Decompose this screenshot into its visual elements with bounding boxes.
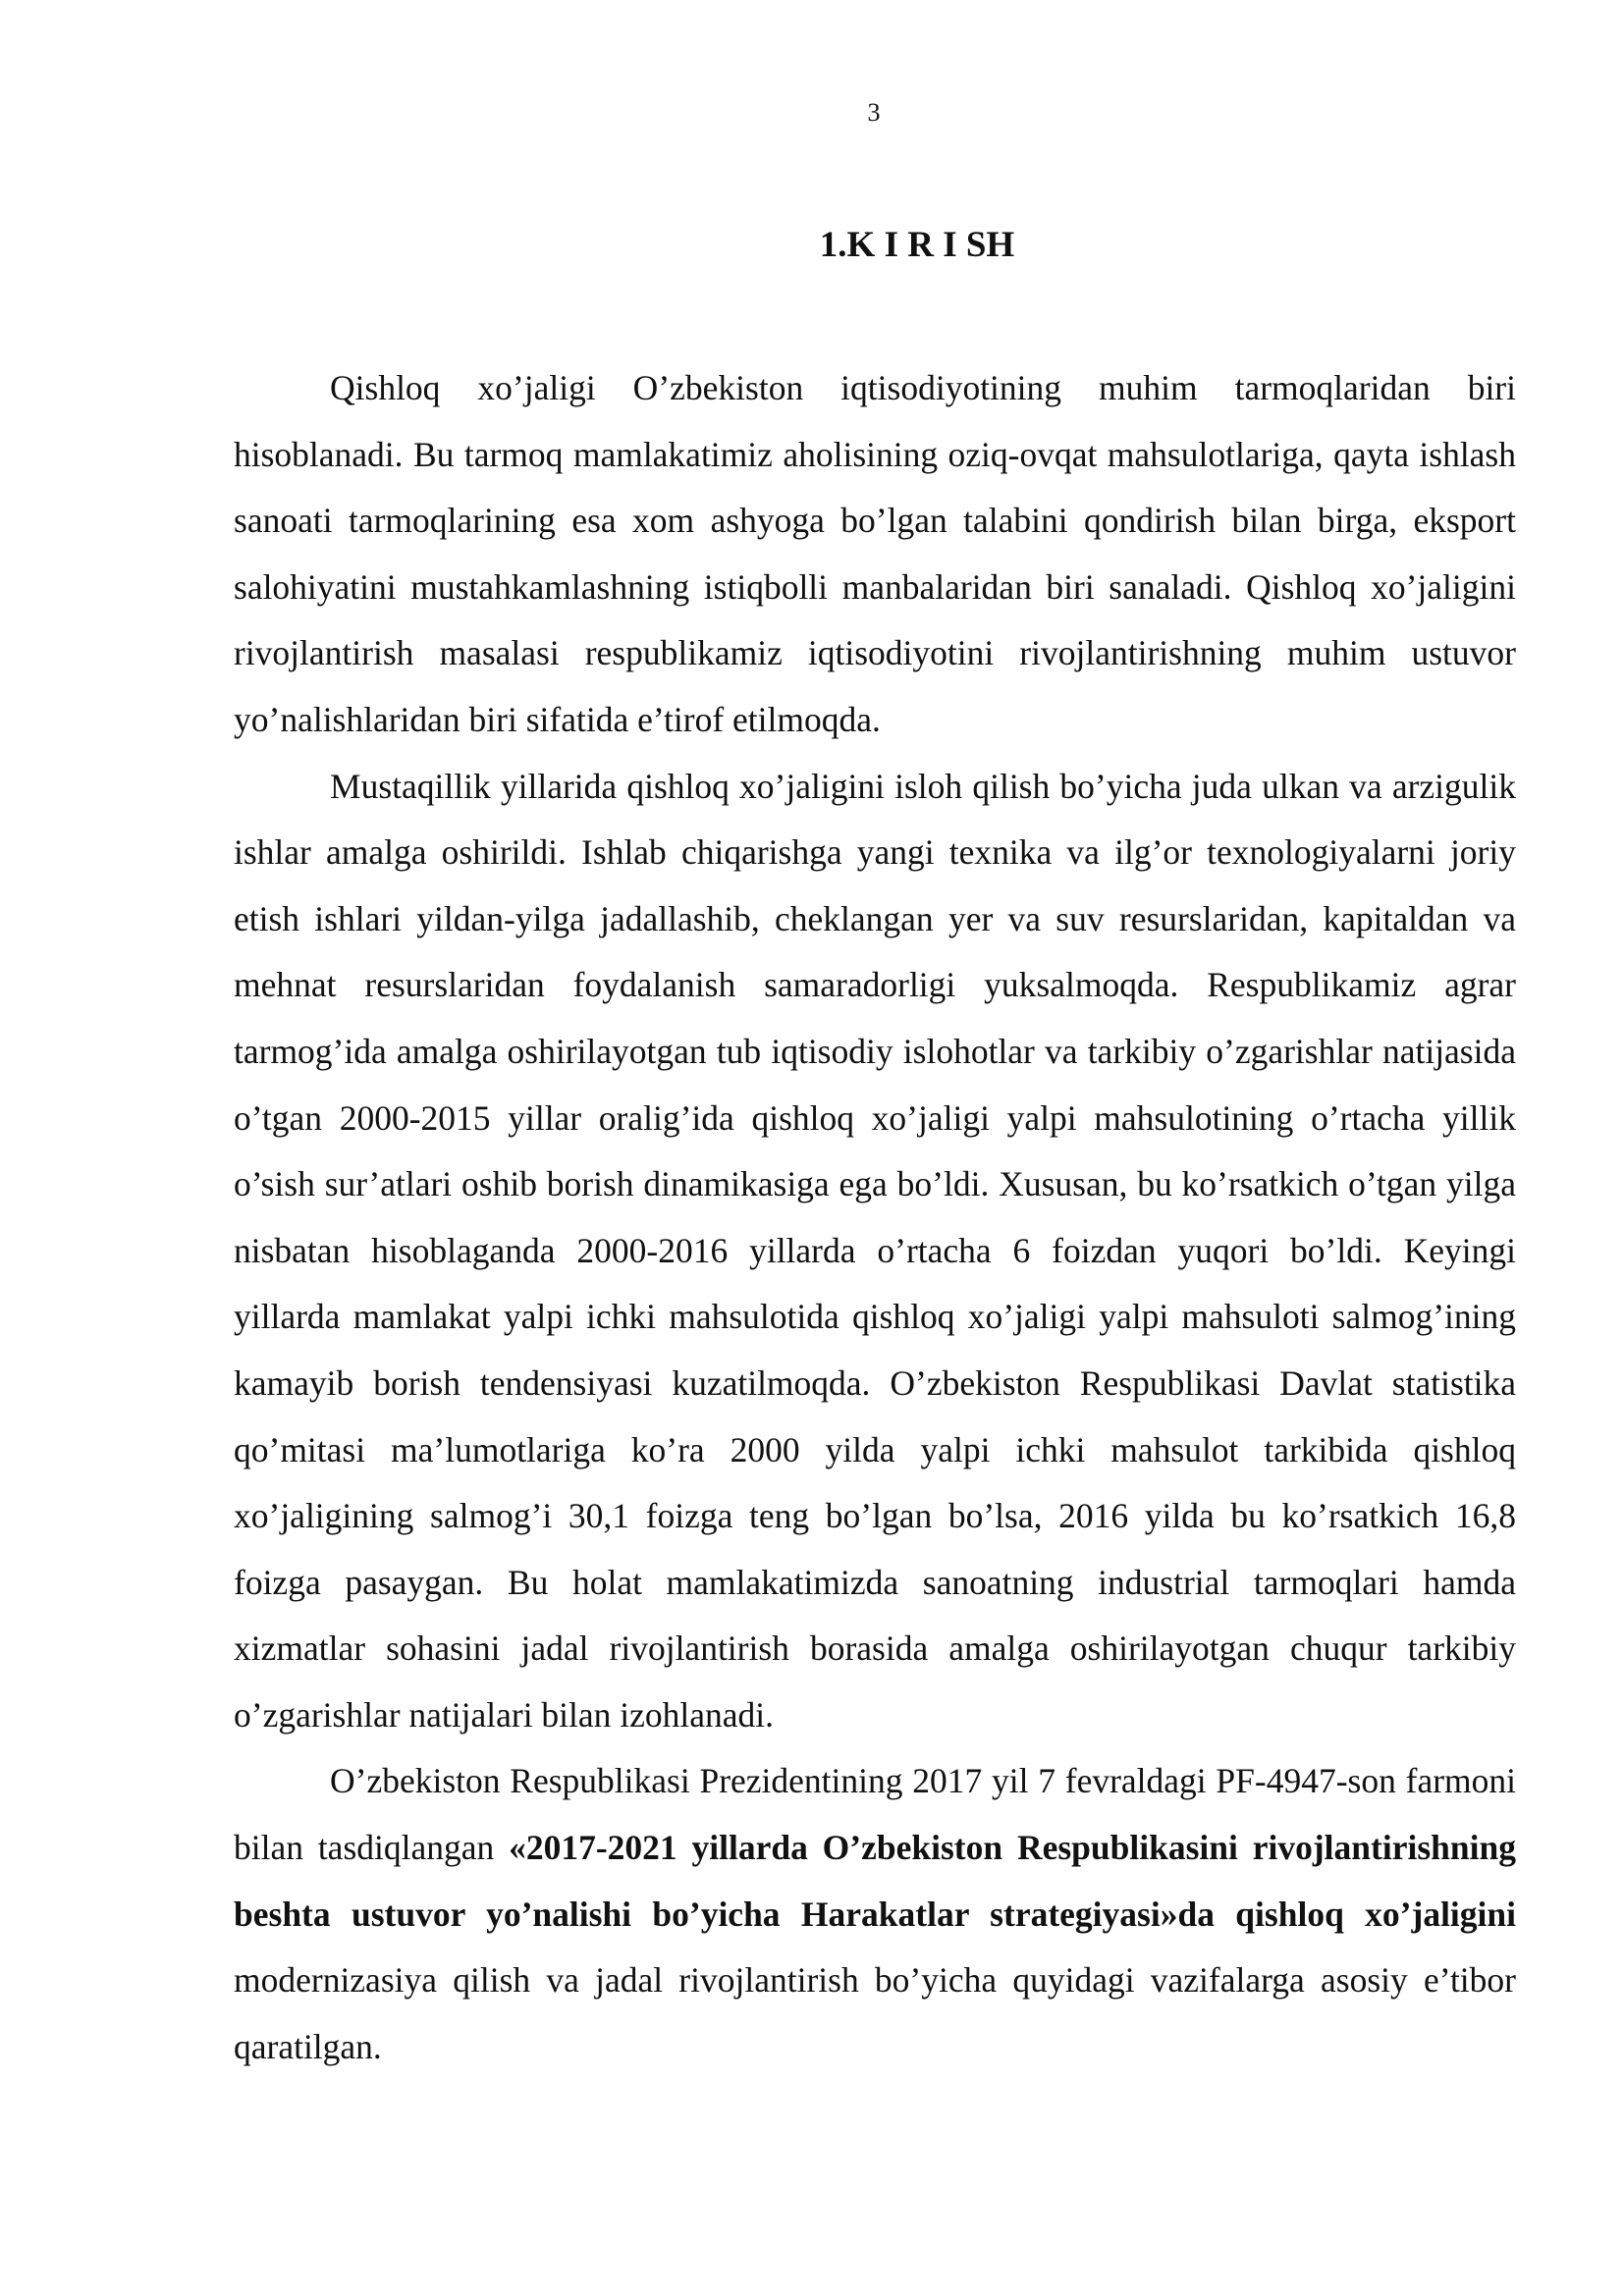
body-text bbox=[234, 355, 1516, 2080]
section-heading: 1.K I R I SH bbox=[819, 225, 1015, 265]
paragraph-3 bbox=[234, 1748, 1516, 2080]
paragraph-3-intro: O’zbekiston Respublikasi Prezidentining 2017 yil 7 fevraldagi PF-4947-son farmoni bilan tasdiqlangan bbox=[234, 1761, 1516, 1868]
paragraph-3-end: modernizasiya qilish va jadal rivojlantirish bo’yicha quyidagi vazifalarga asosiy e’tibor qaratilgan. bbox=[234, 1960, 1516, 2066]
paragraph-2: Mustaqillik yillarida qishloq xo’jaligini isloh qilish bo’yicha juda ulkan va arzigulik ishlar amalga oshirildi. Ishlab chiqarishga yangi texnika va ilg’or texnologiyalarni joriy etish ishlari yildan-yilga jadallashib, cheklangan yer va suv resurslaridan, kapitaldan va mehnat resurslaridan foydalanish samaradorligi yuksalmoqda. Respublikamiz agrar tarmog’ida amalga oshirilayotgan tub iqtisodiy islohotlar va tarkibiy o’zgarishlar natijasida o’tgan 2000-2015 yillar oralig’ida qishloq xo’jaligi yalpi mahsulotining o’rtacha yillik o’sish sur’atlari oshib borish dinamikasiga ega bo’ldi. Xususan, bu ko’rsatkich o’tgan yilga nisbatan hisoblaganda 2000-2016 yillarda o’rtacha 6 foizdan yuqori bo’ldi. Keyingi yillarda mamlakat yalpi ichki mahsulotida qishloq xo’jaligi yalpi mahsuloti salmog’ining kamayib borish tendensiyasi kuzatilmoqda. O’zbekiston Respublikasi Davlat statistika qo’mitasi ma’lumotlariga ko’ra 2000 yilda yalpi ichki mahsulot tarkibida qishloq xo’jaligining salmog’i 30,1 foizga teng bo’lgan bo’lsa, 2016 yilda bu ko’rsatkich 16,8 foizga pasaygan. Bu holat mamlakatimizda sanoatning industrial tarmoqlari hamda xizmatlar sohasini jadal rivojlantirish borasida amalga oshirilayotgan chuqur tarkibiy o’zgarishlar natijalari bilan izohlanadi. bbox=[234, 766, 1516, 1735]
paragraph-1: Qishloq xo’jaligi O’zbekiston iqtisodiyotining muhim tarmoqlaridan biri hisoblanadi. Bu tarmoq mamlakatimiz aholisining oziq-ovqat mahsulotlariga, qayta ishlash sanoati tarmoqlarining esa xom ashyoga bo’lgan talabini qondirish bilan birga, eksport salohiyatini mustahkamlashning istiqbolli manbalaridan biri sanaladi. Qishloq xo’jaligini rivojlantirish masalasi respublikamiz iqtisodiyotini rivojlantirishning muhim ustuvor yo’nalishlaridan biri sifatida e’tirof etilmoqda. bbox=[234, 368, 1516, 739]
page-number: 3 bbox=[867, 98, 881, 127]
agriculture-emphasis: da qishloq xo’jaligini bbox=[1177, 1894, 1517, 1934]
strategy-title: «2017-2021 yillarda O’zbekiston Respublikasini rivojlantirishning beshta ustuvor yo’nalishi bo’yicha Harakatlar strategiyasi» bbox=[234, 1828, 1516, 1934]
